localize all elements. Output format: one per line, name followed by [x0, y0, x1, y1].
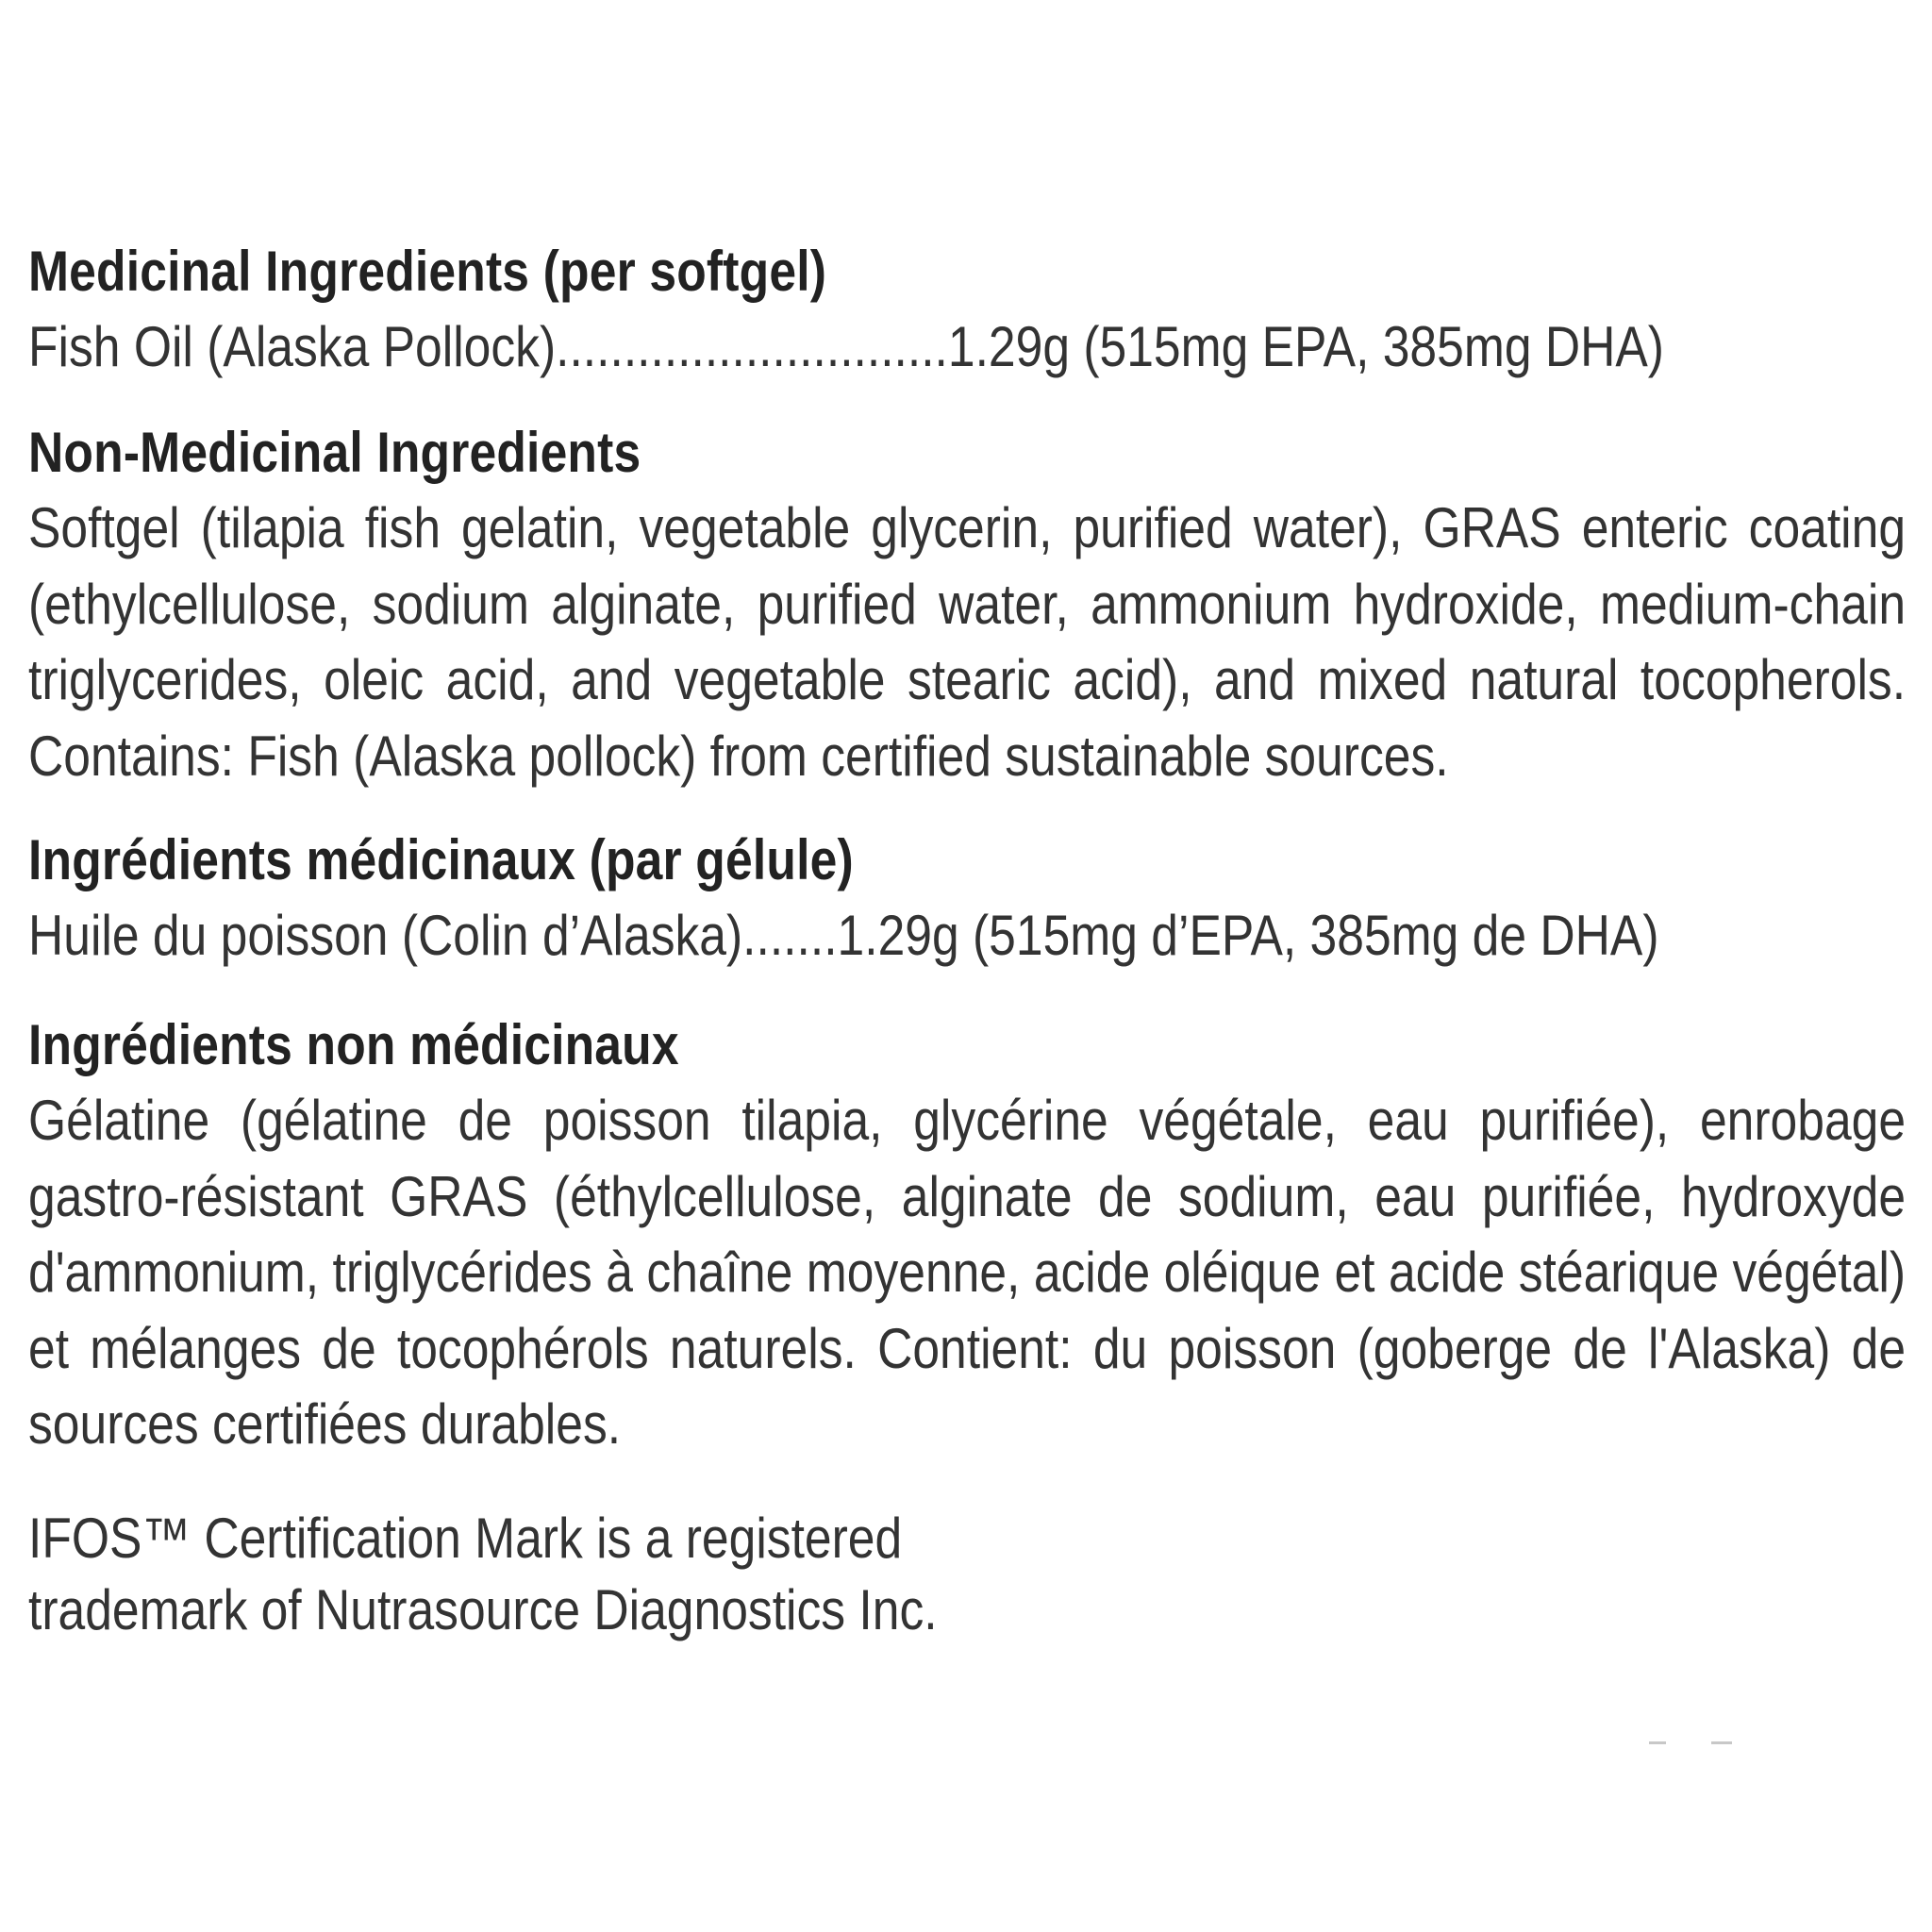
edge-speck: [1649, 1741, 1666, 1744]
ingredient-medicinal-name: Huile du poisson (Colin d’Alaska): [28, 904, 743, 967]
non-medicinal-ingredients-text: Softgel (tilapia fish gelatin, vegetable glycerin, purified water), GRAS enteric coating (ethylcellulose, sodium alginate, purified water, ammonium hydroxide, medium-chain triglycerides, oleic acid, and vegetable stearic acid), and mixed natural tocopherols. Contains: Fish (Alaska pollock) from certified sustainable sources.: [28, 496, 1907, 788]
ingredient-medicinal-row: [28, 898, 1906, 974]
ingredients-medicinaux-heading: Ingrédients médicinaux (par gélule): [28, 828, 854, 891]
non-medicinal-ingredients-heading: Non-Medicinal Ingredients: [28, 421, 641, 484]
ingredients-non-medicinaux-text: Gélatine (gélatine de poisson tilapia, glycérine végétale, eau purifiée), enrobage gastro-résistant GRAS (éthylcellulose, alginate de sodium, eau purifiée, hydroxyde d'ammonium, triglycérides à chaîne moyenne, acide oléique et acide stéarique végétal) et mélanges de tocophérols naturels. Contient: du poisson (goberge de l'Alaska) de sources certifiées durables.: [28, 1089, 1907, 1456]
edge-speck: [1711, 1741, 1732, 1744]
ingredients-non-medicinaux-heading: Ingrédients non médicinaux: [28, 1013, 679, 1076]
medicinal-ingredient-row: [28, 309, 1906, 385]
leader-dots: .......: [742, 904, 838, 967]
medicinal-ingredient-name: Fish Oil (Alaska Pollock): [28, 315, 557, 378]
medicinal-ingredient-amount: 1.29g (515mg EPA, 385mg DHA): [947, 315, 1664, 378]
ingredient-medicinal-amount: 1.29g (515mg d’EPA, 385mg de DHA): [837, 904, 1659, 967]
trademark-line-1: IFOS™ Certification Mark is a registered: [28, 1506, 903, 1570]
medicinal-ingredients-heading: Medicinal Ingredients (per softgel): [28, 240, 827, 303]
trademark-line-2: trademark of Nutrasource Diagnostics Inc.: [28, 1577, 938, 1641]
leader-dots: .............................: [556, 315, 948, 378]
ingredients-label: [28, 234, 1906, 1646]
